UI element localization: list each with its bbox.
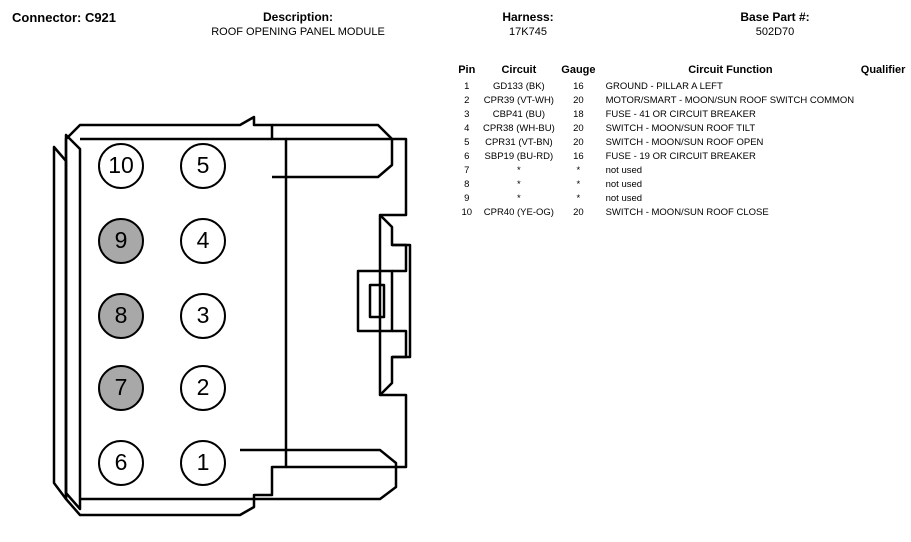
cell-circuit: *	[517, 193, 521, 204]
connector-key-bump-top	[392, 245, 406, 271]
cell-function: SWITCH - MOON/SUN ROOF CLOSE	[605, 207, 769, 218]
table-row	[455, 150, 911, 164]
description-value: ROOF OPENING PANEL MODULE	[211, 26, 385, 38]
cell-gauge: 16	[573, 151, 584, 162]
cell-qualifier	[855, 206, 911, 220]
connector-diagram	[40, 95, 440, 535]
table-row	[455, 80, 911, 94]
description-block	[148, 10, 448, 40]
cell-qualifier	[855, 164, 911, 178]
cell-circuit: CPR39 (VT-WH)	[483, 95, 554, 106]
cell-gauge: *	[576, 165, 581, 176]
connector-back-edge	[54, 147, 66, 499]
cell-pin: 5	[464, 137, 470, 148]
base-part-label: Base Part #:	[740, 10, 810, 24]
pin-circle-6: 6	[98, 440, 144, 486]
cell-gauge: *	[576, 179, 581, 190]
pin-circle-8: 8	[98, 293, 144, 339]
cell-gauge: 20	[573, 95, 584, 106]
column-header-qualifier: Qualifier	[860, 64, 906, 76]
column-header-pin: Pin	[458, 64, 476, 76]
table-row	[455, 136, 911, 150]
cell-qualifier	[855, 80, 911, 94]
column-header-circuit: Circuit	[501, 64, 537, 76]
connector-key-slot	[358, 271, 392, 331]
cell-gauge: 16	[573, 81, 584, 92]
connector-right-housing	[286, 139, 406, 467]
cell-function: MOTOR/SMART - MOON/SUN ROOF SWITCH COMMON	[605, 95, 855, 106]
cell-circuit: *	[517, 165, 521, 176]
cell-gauge: 20	[573, 207, 584, 218]
base-part-value: 502D70	[755, 26, 795, 38]
cell-gauge: 18	[573, 109, 584, 120]
pin-circle-10: 10	[98, 143, 144, 189]
pin-circle-7: 7	[98, 365, 144, 411]
harness-label: Harness:	[502, 10, 554, 24]
table-row	[455, 164, 911, 178]
cell-pin: 6	[464, 151, 470, 162]
pin-circle-3: 3	[180, 293, 226, 339]
pin-circle-9: 9	[98, 218, 144, 264]
connector-upper-tab	[272, 125, 392, 177]
cell-pin: 2	[464, 95, 470, 106]
cell-qualifier	[855, 178, 911, 192]
cell-pin: 1	[464, 81, 470, 92]
cell-function: FUSE - 41 OR CIRCUIT BREAKER	[605, 109, 756, 120]
table-row	[455, 192, 911, 206]
cell-pin: 10	[461, 207, 473, 218]
cell-circuit: CBP41 (BU)	[492, 109, 545, 120]
cell-pin: 9	[464, 193, 470, 204]
cell-circuit: SBP19 (BU-RD)	[484, 151, 554, 162]
column-header-gauge: Gauge	[561, 64, 596, 76]
connector-id-label: Connector: C921	[12, 10, 117, 25]
cell-pin: 3	[464, 109, 470, 120]
cell-pin: 8	[464, 179, 470, 190]
cell-function: SWITCH - MOON/SUN ROOF OPEN	[605, 137, 764, 148]
cell-function: SWITCH - MOON/SUN ROOF TILT	[605, 123, 756, 134]
connector-second-edge	[66, 135, 80, 509]
cell-qualifier	[855, 108, 911, 122]
pin-assignment-table	[455, 64, 911, 220]
connector-lower-tab	[240, 450, 396, 499]
cell-qualifier	[855, 94, 911, 108]
cell-qualifier	[855, 122, 911, 136]
cell-qualifier	[855, 150, 911, 164]
cell-pin: 4	[464, 123, 470, 134]
cell-circuit: *	[517, 179, 521, 190]
cell-qualifier	[855, 192, 911, 206]
cell-circuit: CPR31 (VT-BN)	[485, 137, 553, 148]
column-header-circuit-function: Circuit Function	[688, 64, 773, 76]
base-part-block	[680, 10, 870, 40]
connector-key-slot-inner	[370, 285, 384, 317]
table-row	[455, 206, 911, 220]
table-row	[455, 94, 911, 108]
connector-key-bump-bottom	[392, 331, 406, 357]
cell-function: not used	[605, 193, 643, 204]
pin-circle-2: 2	[180, 365, 226, 411]
cell-circuit: CPR38 (WH-BU)	[482, 123, 555, 134]
table-row	[455, 122, 911, 136]
harness-block	[438, 10, 618, 40]
pin-circle-1: 1	[180, 440, 226, 486]
cell-gauge: 20	[573, 137, 584, 148]
table-row	[455, 178, 911, 192]
cell-circuit: GD133 (BK)	[492, 81, 545, 92]
cell-function: FUSE - 19 OR CIRCUIT BREAKER	[605, 151, 756, 162]
table-row	[455, 108, 911, 122]
description-label: Description:	[262, 10, 333, 24]
cell-gauge: 20	[573, 123, 584, 134]
table-header-row	[455, 64, 911, 80]
cell-circuit: CPR40 (YE-OG)	[483, 207, 554, 218]
cell-pin: 7	[464, 165, 470, 176]
cell-function: not used	[605, 179, 643, 190]
cell-function: not used	[605, 165, 643, 176]
cell-gauge: *	[576, 193, 581, 204]
cell-qualifier	[855, 136, 911, 150]
pin-circle-4: 4	[180, 218, 226, 264]
pin-circle-5: 5	[180, 143, 226, 189]
harness-value: 17K745	[509, 26, 547, 38]
cell-function: GROUND - PILLAR A LEFT	[605, 81, 723, 92]
